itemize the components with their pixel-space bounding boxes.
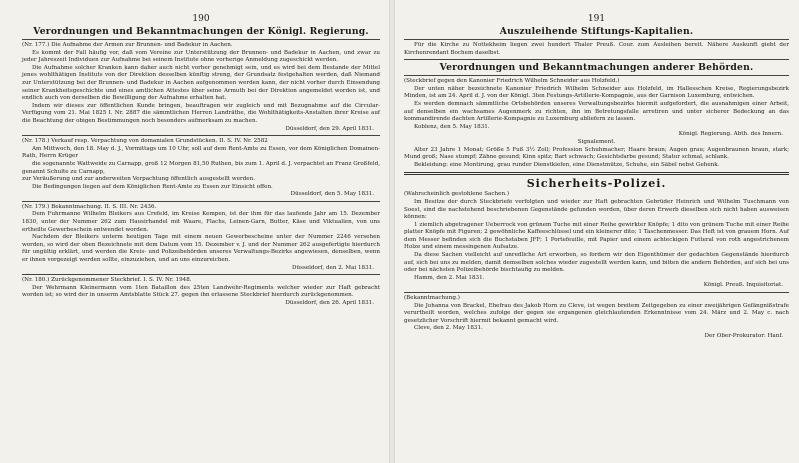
- book-gutter: [389, 0, 395, 463]
- notice-177-ref: (Nr. 177.) Die Aufnahme der Armen zur Brunnen- und Badekur in Aachen.: [22, 42, 233, 48]
- page-number-left: 190: [192, 14, 210, 24]
- steckbrief-ref: (Steckbrief gegen den Kanonier Friedrich Wilhelm Schneider aus Holzfeld.): [404, 78, 620, 85]
- divider: [22, 39, 380, 40]
- notice-179-signature: Düsseldorf, den 2. Mai 1831.: [291, 264, 374, 271]
- notice-177-p2: Die Aufnahme solcher Kranken kann daher auch nicht vorher genehmigt sein, und es wird bei dem Bestande der Mittel jenes wohlthätigen Instituts von der Direktion desselben künftig streng, der Grundsatz festgehalten werden, daß Niemand zur Unterstützung bei der Brunnen- und Badekur in Aachen aufgenommen werden kann, der nicht vorher durch Einsendung seiner Krankheitsgeschichte und eines amtlichen Attestes über seine Armuth bei der Direktion angemeldet worden ist, und endlich auch von derselben die Bewilligung der Aufnahme erhalten hat.: [22, 64, 380, 102]
- steckbrief-authority: Königl. Regierung. Abth. des Innern.: [678, 131, 783, 138]
- notice-180-signature: Düsseldorf, den 26. April 1831.: [285, 300, 374, 306]
- bekanntmachung-place-date: Cleve, den 2. May 1831.: [414, 325, 483, 332]
- steckbrief-p2: Es werden demnach sämmtliche Ortsbehörden unseres Verwaltungsbezirks hiermit aufgefordert, die ausnahmigen einer Arbeit, auf denselben ein wachsames Augenmerk zu richten, ihn im Betretungsfalle arretiren und unter sicherer Bedeckung an das kommandirende dachten Artillerie-Kompagnie zu Luxemburg abliefern zu lassen.: [404, 100, 789, 123]
- sicherheit-p1: Im Besitze der durch Steckbriefe verfolgten und wieder zur Haft gebrachten Gebrüder Heinrich und Wilhelm Tuschmann von Soest, sind die nachstehend beschriebenen Gegenstände gefunden worden, über deren Erwerb dieselben sich nicht haben ausweisen können:: [404, 198, 789, 221]
- sicherheit-p2: 1 ziemlich abgetragener Ueberrock von grünem Tuche mit einer Reihe gewirkter Knöpfe; 1 dito von grünem Tuche mit einer Reihe platter Knöpfe mit Figuren; 2 gewöhnliche Kaffeeschlüssel und ein kleinerer dito; 1 Taschenmesser. Das Heft ist von grauem Horn. Auf dem Messer befinden sich die Buchstaben JFF; 1 Portefeuille, mit Papier und einem achteckigen Futteral von roth angestrichenem Holze und einem messingenen Aufsatze.: [404, 221, 789, 251]
- sicherheit-p3: Da diese Sachen vielleicht auf unredliche Art erworben, so fordern wir den Eigenthümer der gedachten Gegenstände hierdurch auf, sich bei uns zu melden, damit demselben solches wieder zugestellt werden kann, und bitten die andern Behörden, auf sich bei uns oder bei nächsten Polizeibehörde bischtaufig zu melden.: [404, 252, 789, 274]
- divider: [404, 59, 789, 60]
- notice-178-p2: die sogenannte Wattweide zu Carnapp, groß 12 Morgen 81,50 Ruthen, bis zum 1. April d. J. verpachtet an Franz Großfeld, genannt Schulte zu Carnapp,: [22, 160, 380, 175]
- notice-178-p4: Die Bedingungen liegen auf dem Königlichen Rent-Amte zu Essen zur Einsicht offen.: [32, 183, 273, 190]
- signalement-text: Alter 23 Jahre 1 Monat; Größe 5 Fuß 3½ Zoll; Profession Schuhmacher; Haare braun; Augen grau; Augenbraunen braun, stark; Mund groß; Nase stumpf; Zähne gesund; Kinn spitz; Bart schwach; Gesichtsfarbe gesund; Statur schmal, schlank.: [404, 146, 789, 161]
- divider: [404, 75, 789, 76]
- bekanntmachung-p1: Die Johanna von Brackel, Ehefrau des Jakob Horn zu Cleve, ist wegen breitem Zeitgegeben zu einer zweijährigen Gefängnißstrafe verurtheilt worden, welches zufolge der gegen sie ergangenen gleichlautenden Erkenntnisse vom 24. März und 2. May c. nach gesetzlicher Vorschrift hiermit bekannt gemacht wird.: [404, 302, 789, 324]
- notice-179-ref: (Nr. 179.) Bekanntmachung. II. S. III. Nr. 2436.: [22, 203, 157, 210]
- divider: [22, 274, 380, 275]
- notice-178-signature: Düsseldorf, den 5. May 1831.: [290, 191, 374, 198]
- divider: [404, 292, 789, 293]
- notice-177-p3: Indem wir dieses zur öffentlichen Kunde bringen, beauftragen wir zugleich und mit Bezugnahme auf die Circular-Verfügung vom 21. Mai 1825 I. Nr. 2887 die sämmtlichen Herren Landräthe, die Wohlthätigkeits-Anstalten ihrer Kreise auf die Beachtung der obigen Bestimmungen noch besonders aufmerksam zu machen.: [22, 102, 380, 124]
- right-page: [396, 0, 799, 463]
- notice-179-p2: Nachdem der Bleikers unterm heutigen Tage mit einem neuen Gewerbescheine unter der Nummer 2246 versehen worden, so wird der oben Bezeichnete mit dem Datum vom 15. Dezember v. J. und der Nummer 262 ausgefertigte hierdurch für ungültig erklärt, und werden die Kreis- und Polizeibehörden unseres Verwaltungs-Bezirks angewiesen, denselben, wenn er ihnen vorgezeigt werden sollte, einzuziehen, und an uns einzureichen.: [22, 234, 380, 264]
- left-page: [0, 0, 388, 463]
- divider: [22, 201, 380, 202]
- notice-179-p1: Dem Fuhrmanne Wilhelm Bleikers aus Crefeld, im Kreise Kempen, ist der ihm für das laufende Jahr am 15. Dezember 1830, unter der Nummer 262 zum Hausirhandel mit Waare, Flachs, Leinen-Garn, Butter, Käse und Viktualien, von uns ertheilte Gewerbeschein entwendet worden.: [22, 211, 380, 233]
- section-heading-sicherheitspolizei: Sicherheits-Polizei.: [526, 177, 667, 191]
- sicherheit-place-date: Hamm, den 2. Mai 1831.: [414, 274, 485, 281]
- steckbrief-place-date: Koblenz, den 5. May 1831.: [414, 123, 490, 130]
- notice-178-p3: zur Veräußerung und zur anderweiten Verpachtung öffentlich ausgestellt werden.: [22, 176, 255, 183]
- section-heading-behoerden: Verordnungen und Bekanntmachungen anderer Behörden.: [439, 62, 754, 74]
- sicherheit-ref: (Wahrscheinlich gestohlene Sachen.): [404, 191, 510, 198]
- notice-177-signature: Düsseldorf, den 29. April 1831.: [285, 125, 374, 132]
- notice-177-p1: Es kommt der Fall häufig vor, daß vom Vereine zur Unterstützung der Brunnen- und Badekur in Aachen, und zwar zu jeder Jahreszeit Individuen zur Aufnahme bei seinem Institute ohne vorherige Anmeldung zugeschickt werden.: [22, 49, 380, 64]
- divider: [404, 39, 789, 40]
- notice-178-p1: Am Mittwoch, den 18. May d. J., Vormittags um 10 Uhr, soll auf dem Rent-Amte zu Essen, vor dem Königlichen Domainen-Rath, Herrn Krüger: [22, 145, 380, 160]
- section-heading-regierung: Verordnungen und Bekanntmachungen der Königl. Regierung.: [33, 26, 369, 37]
- notice-180-p1: Der Wehrmann Kleinermann vom 1ten Bataillon des 25ten Landwehr-Regiments welcher wieder zur Haft gebracht worden ist; so wird der in unserm Amtsblatte Stück 27. gegen ihn erlassene Steckbrief hierdurch zurückgenommen.: [22, 284, 380, 299]
- bekanntmachung-ref: (Bekanntmachung.): [404, 295, 460, 302]
- bekleidung-text: Bekleidung: eine Montirung, grau runder Dienstkiefen, eine Dienstmütze, Schuhe, ein Säbel nebst Gehenk.: [414, 161, 720, 168]
- notice-180-ref: (Nr. 180.) Zurückgenommener Steckbrief. I. S. IV. Nr. 1948.: [22, 277, 192, 284]
- sicherheit-authority: Königl. Preuß. Inquisitoriat.: [703, 282, 783, 289]
- kapitalien-text: Für die Kirche zu Nottekheim liegen zwei hundert Thaler Preuß. Cour. zum Ausleihen bereit. Nähere Auskunft giebt der Kirchenrendant Bochem daselbst.: [404, 42, 789, 56]
- divider: [22, 135, 380, 136]
- signalement-title: Signalement.: [577, 138, 616, 145]
- bekanntmachung-authority: Der Ober-Prokurator: Hanf.: [704, 333, 783, 339]
- steckbrief-p1: Der unten näher bezeichnete Kanonier Friedrich Wilhelm Schneider aus Holzfeld, im Hallesschen Kreise, Regierungsbezirk Minden, ist am 24. April d. J. von der Königl. 3ten Festungs-Artillerie-Kompagnie, aus der Garnison Luxemburg, entwichen.: [404, 85, 789, 100]
- notice-178-ref: (Nr. 178.) Verkauf resp. Verpachtung von domanialen Grundstücken. II. S. IV. Nr. 2582: [22, 138, 268, 145]
- section-heading-kapitalien: Auszuleihende Stiftungs-Kapitalien.: [499, 26, 694, 37]
- page-number-right: 191: [587, 14, 606, 24]
- double-divider: [404, 172, 789, 175]
